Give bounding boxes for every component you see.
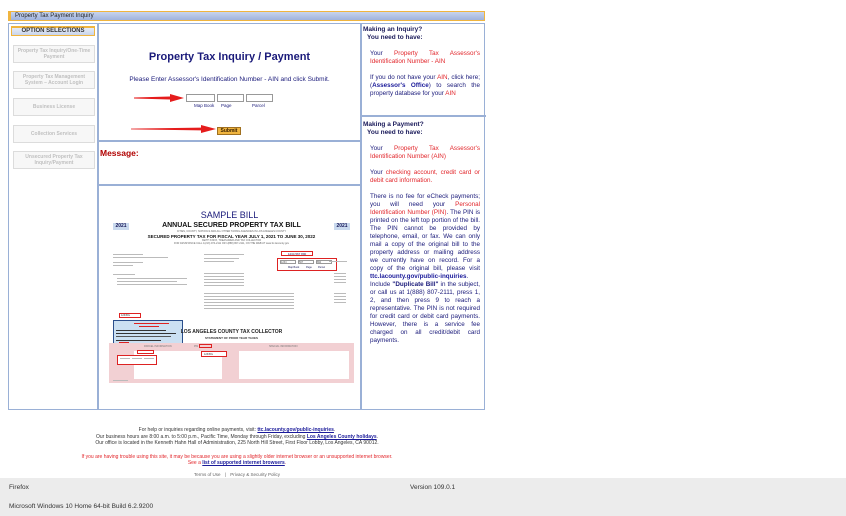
sample-bill-title: SAMPLE BILL [200, 210, 259, 220]
footer-hours: Our business hours are 8:00 a.m. to 5:00 p.m., Pacific Time, Monday through Friday, excluding Los Angeles County holidays. [95, 434, 379, 440]
page-input[interactable] [217, 94, 244, 102]
terms-of-use-link[interactable]: Terms of Use [194, 472, 221, 477]
browser-version: Version 109.0.1 [410, 484, 456, 491]
bill-ain-highlight: 1234 567 890 [281, 251, 313, 256]
sample-bill-panel [99, 186, 360, 409]
payment-requirement-ain: Your Property Tax Assessor's Identification Number (AIN) [370, 145, 480, 160]
center-content [99, 24, 360, 409]
system-info-bar [0, 478, 846, 516]
footer-public-inquiries-link[interactable]: ttc.lacounty.gov/public-inquiries [257, 427, 334, 433]
red-arrow-icon [134, 94, 184, 102]
bill-year-left: 2021 [113, 223, 129, 230]
sidebar-item-account-login[interactable]: Property Tax Management System – Account Login [13, 71, 95, 89]
bill-collector-subheading: STATEMENT OF PRIOR YEAR TAXES [205, 336, 258, 340]
inquiry-requirement: Your Property Tax Assessor's Identification Number - AIN [370, 50, 480, 65]
message-panel [99, 142, 360, 186]
assessors-office-link[interactable]: Assessor's Office [372, 82, 429, 89]
footer-browser-list: See a list of supported internet browsers. [187, 460, 287, 466]
bill-ain-parts-box: 1234 567 890 Map Book Page Parcel [277, 258, 337, 271]
bill-subheading-agencies: CITIES, COUNTY, SCHOOLS AND ALL OTHER TAXING AGENCIES IN LOS ANGELES COUNTY [176, 230, 287, 233]
ain-entry-panel [99, 24, 360, 142]
inquiry-subheading: You need to have: [367, 34, 423, 41]
main-container [8, 23, 485, 410]
payment-heading: Making a Payment? [363, 121, 424, 128]
page-label: Page [221, 103, 232, 108]
sidebar-item-collection-services[interactable]: Collection Services [13, 125, 95, 143]
page-titlebar [8, 11, 485, 21]
inquiry-info-section [362, 24, 486, 117]
bill-pin-highlight: 12345G [119, 313, 141, 318]
info-sidebar [360, 24, 484, 409]
map-book-input[interactable] [186, 94, 215, 102]
bill-stub: PARCEL INFORMATION PIN SPECIAL INFORMATION 12345G [109, 343, 354, 383]
payment-requirement-account: Your checking account, credit card or debit card information. [370, 169, 480, 184]
browser-name: Firefox [9, 484, 29, 491]
option-selections-header: OPTION SELECTIONS [11, 26, 95, 36]
inquiry-title: Property Tax Inquiry / Payment [148, 51, 311, 63]
message-label: Message: [100, 148, 139, 158]
footer-help: For help or inquiries regarding online payments, visit: ttc.lacounty.gov/public-inquiries. [138, 427, 336, 433]
footer-browser-warning: If you are having trouble using this site, it may be because you are using a slightly older internet browser or an unsupported internet browser. [81, 454, 393, 460]
sample-bill-image [109, 221, 354, 401]
bill-subheading-fiscal-year: SECURED PROPERTY TAX FOR FISCAL YEAR JULY 1, 2021 TO JUNE 30, 2022 [147, 234, 316, 239]
sidebar-item-property-tax-inquiry[interactable]: Property Tax Inquiry/One-Time Payment [13, 45, 95, 63]
os-info: Microsoft Windows 10 Home 64-bit Build 6.2.9200 [9, 503, 154, 510]
sidebar-item-unsecured-property-tax[interactable]: Unsecured Property Tax Inquiry/Payment [13, 151, 95, 169]
bill-heading: ANNUAL SECURED PROPERTY TAX BILL [162, 222, 301, 229]
payment-pin-info: There is no fee for eCheck payments; you will need your Personal Identification Number (PIN). The PIN is printed on the left top portion of the bill. The PIN cannot be provided by telephone, email, or fax. We can only mail a copy of the original bill to the property address or mailing address we currently have on record. For a copy of the original bill, please visit ttc.lacounty.gov/public-inquiries. Include "Duplicate Bill" in the subject, or call us at 1(888) 807-2111, press 1, 2, and then press 9 to reach a representative. The PIN is not required for credit card or debit card payments. However, there is a service fee charged on all credit/debit card payments. [370, 193, 481, 344]
inquiry-heading: Making an Inquiry? [363, 26, 423, 33]
supported-browsers-link[interactable]: list of supported internet browsers [202, 460, 285, 466]
bill-collector-heading: LOS ANGELES COUNTY TAX COLLECTOR [180, 329, 283, 335]
parcel-label: Parcel [252, 103, 265, 108]
sidebar-item-business-license[interactable]: Business License [13, 98, 95, 116]
inquiry-instructions: Please Enter Assessor's Identification Number - AIN and click Submit. [129, 76, 330, 83]
page-title: Property Tax Payment Inquiry [15, 13, 94, 19]
footer-legal: Terms of Use | Privacy & Security Policy [194, 472, 280, 477]
map-book-label: Map Book [194, 103, 215, 108]
bill-year-right: 2021 [334, 223, 350, 230]
submit-button[interactable]: Submit [217, 127, 241, 135]
bill-subheading-collector: KEITH KNOX, TREASURER AND TAX COLLECTOR [202, 239, 261, 242]
footer-holidays-link[interactable]: Los Angeles County holidays [306, 434, 377, 440]
public-inquiries-link[interactable]: ttc.lacounty.gov/public-inquiries [370, 273, 467, 280]
footer-office: Our office is located in the Kenneth Hahn Hall of Administration, 225 North Hill Street, First Floor Lobby, Los Angeles, CA 90012. [95, 440, 379, 446]
option-sidebar [9, 24, 99, 409]
bill-assistance: FOR ASSISTANCE CALL 1(213) 974-2111 OR 1(888) 807-2111, ON THE WEB AT www.ttc.lacounty.gov [174, 242, 289, 245]
privacy-policy-link[interactable]: Privacy & Security Policy [230, 472, 280, 477]
payment-subheading: You need to have: [367, 129, 423, 136]
payment-info-section [362, 119, 486, 345]
inquiry-ain-help: If you do not have your AIN, click here; (Assessor's Office) to search the property database for your AIN [370, 74, 480, 97]
red-arrow-icon [131, 125, 216, 133]
parcel-input[interactable] [246, 94, 273, 102]
